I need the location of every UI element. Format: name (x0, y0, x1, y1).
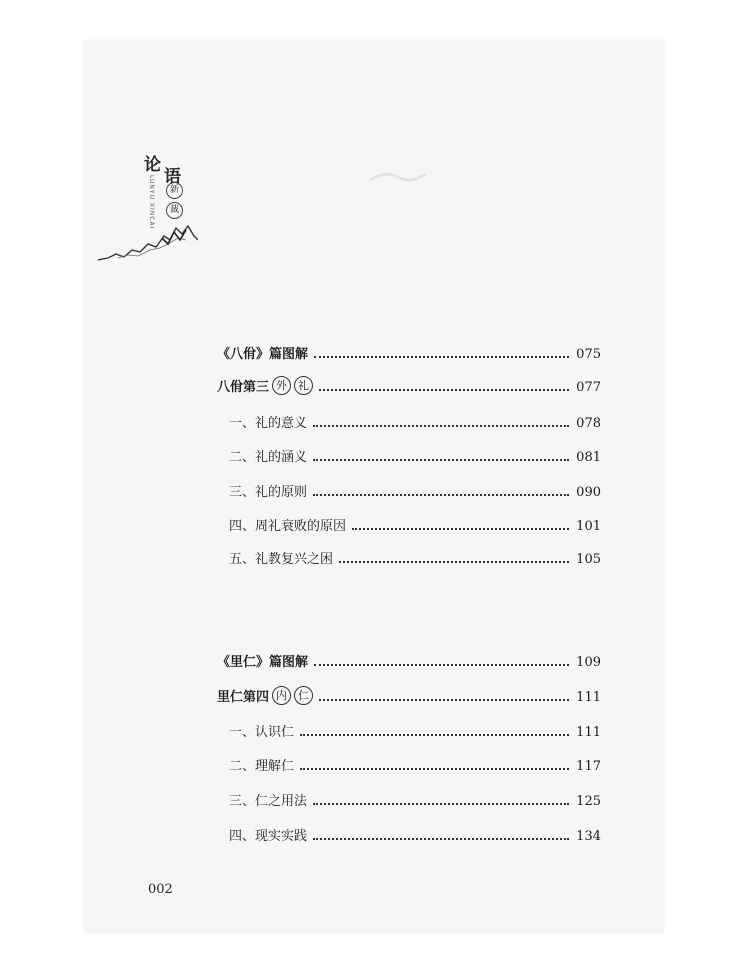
toc-row-liren-diagram[interactable] (217, 648, 601, 670)
dot-leader (313, 803, 569, 805)
title-char-yu: 语 (164, 167, 183, 187)
dot-leader (313, 494, 569, 496)
dot-leader (300, 734, 569, 736)
dot-leader (300, 768, 569, 770)
circled-char: 外 (272, 376, 291, 395)
toc-page: 077 (576, 380, 601, 395)
seal-cai: 裁 (166, 202, 183, 219)
toc-page: 101 (576, 519, 601, 534)
dot-leader (313, 459, 569, 461)
toc-row-item[interactable] (229, 478, 601, 500)
toc-label: 四、现实实践 (229, 829, 308, 844)
toc-row-item[interactable] (229, 443, 601, 465)
title-pinyin: LUNYU XINCAI (148, 175, 155, 230)
seal-xin: 新 (166, 182, 183, 199)
toc-label: 一、礼的意义 (229, 416, 308, 431)
circled-char: 内 (272, 686, 291, 705)
toc-row-item[interactable] (229, 787, 601, 809)
toc-label: 《八佾》篇图解 (217, 347, 309, 362)
toc-label: 八佾第三 (217, 380, 270, 395)
mountain-ink-icon (98, 214, 198, 264)
title-char-lun: 论 (144, 155, 163, 175)
heading-ornament-icon (368, 168, 428, 186)
toc-page: 111 (576, 690, 601, 705)
toc-page: 078 (576, 416, 601, 431)
toc-page: 075 (576, 347, 601, 362)
toc-label-wrap (217, 686, 313, 705)
toc-page: 117 (576, 759, 601, 774)
dot-leader (319, 699, 569, 701)
dot-leader (319, 389, 569, 391)
toc-page: 125 (576, 794, 601, 809)
toc-label: 里仁第四 (217, 690, 270, 705)
toc-page: 134 (576, 829, 601, 844)
toc-row-item[interactable] (229, 822, 601, 844)
dot-leader (314, 664, 569, 666)
circled-char: 仁 (294, 686, 313, 705)
toc-page: 105 (576, 552, 601, 567)
toc-label-wrap (217, 376, 313, 395)
dot-leader (352, 528, 569, 530)
toc-row-item[interactable] (229, 752, 601, 774)
toc-row-item[interactable] (229, 409, 601, 431)
toc-row-bayi-diagram[interactable] (217, 340, 601, 362)
toc-page: 111 (576, 725, 601, 740)
dot-leader (314, 356, 569, 358)
toc-row-item[interactable] (229, 512, 601, 534)
toc-page: 090 (576, 485, 601, 500)
toc-page: 109 (576, 655, 601, 670)
toc-page: 081 (576, 450, 601, 465)
dot-leader (313, 425, 569, 427)
toc-label: 四、周礼衰败的原因 (229, 519, 347, 534)
toc-label: 三、礼的原则 (229, 485, 308, 500)
toc-label: 二、理解仁 (229, 759, 295, 774)
toc-label: 五、礼教复兴之困 (229, 552, 334, 567)
book-logo (98, 140, 208, 270)
toc-row-item[interactable] (229, 718, 601, 740)
toc-label: 三、仁之用法 (229, 794, 308, 809)
toc-label: 《里仁》篇图解 (217, 655, 309, 670)
toc-row-bayi-section[interactable] (217, 373, 601, 395)
page-number: 002 (148, 882, 173, 897)
toc-row-item[interactable] (229, 545, 601, 567)
circled-char: 礼 (294, 376, 313, 395)
toc-row-liren-section[interactable] (217, 683, 601, 705)
dot-leader (339, 561, 569, 563)
toc-label: 一、认识仁 (229, 725, 295, 740)
toc-label: 二、礼的涵义 (229, 450, 308, 465)
dot-leader (313, 838, 569, 840)
